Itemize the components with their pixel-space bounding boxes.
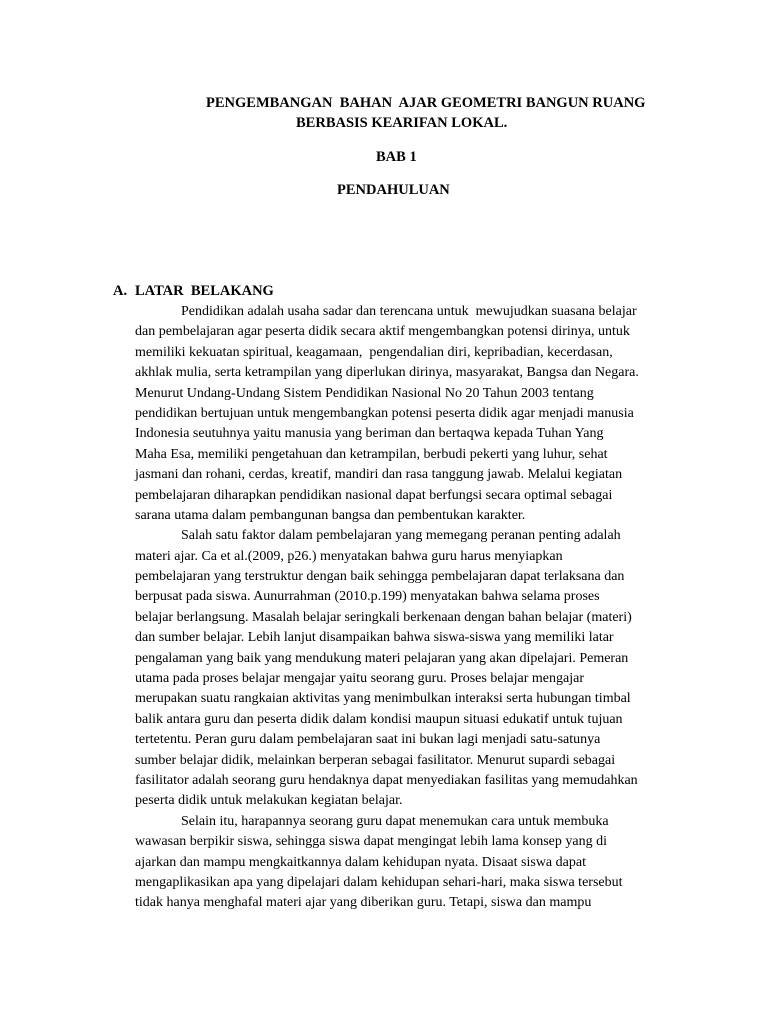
body-text-line: balik antara guru dan peserta didik dalam kondisi maupun situasi edukatif untuk tujuan — [135, 711, 623, 727]
body-text-line: ajarkan dan mampu mengkaitkannya dalam kehidupan nyata. Disaat siswa dapat — [135, 854, 586, 870]
body-text-line: memiliki kekuatan spiritual, keagamaan, pengendalian diri, kepribadian, kecerdasan, — [135, 344, 613, 360]
body-text-line: Pendidikan adalah usaha sadar dan terencana untuk mewujudkan suasana belajar — [181, 304, 637, 319]
section-title: LATAR BELAKANG — [135, 283, 274, 299]
chapter-title: PENDAHULUAN — [337, 182, 450, 198]
body-text-line: utama pada proses belajar mengajar yaitu seorang guru. Proses belajar mengajar — [135, 671, 584, 687]
chapter-number: BAB 1 — [376, 149, 417, 165]
body-text-line: pembelajaran yang terstruktur dengan baik sehingga pembelajaran dapat terlaksana dan — [135, 569, 625, 585]
document-title-line-1: PENGEMBANGAN BAHAN AJAR GEOMETRI BANGUN RUANG — [206, 95, 646, 111]
body-text-line: berpusat pada siswa. Aunurrahman (2010.p.199) menyatakan bahwa selama proses — [135, 589, 600, 605]
body-text-line: sumber belajar didik, melainkan berperan sebagai fasilitator. Menurut supardi sebagai — [135, 752, 616, 768]
body-text-line: belajar berlangsung. Masalah belajar seringkali berkenaan dengan bahan belajar (materi) — [135, 609, 632, 625]
body-text-line: jasmani dan rohani, cerdas, kreatif, mandiri dan rasa tanggung jawab. Melalui kegiatan — [135, 467, 623, 483]
body-text-line: sarana utama dalam pembangunan bangsa dan pembentukan karakter. — [135, 507, 526, 523]
body-text-line: dan pembelajaran agar peserta didik secara aktif mengembangkan potensi dirinya, untuk — [135, 324, 630, 340]
body-text-line: dan sumber belajar. Lebih lanjut disampaikan bahwa siswa-siswa yang memiliki latar — [135, 630, 614, 646]
document-title-line-2: BERBASIS KEARIFAN LOKAL. — [296, 115, 508, 131]
body-text-line: Indonesia seutuhnya yaitu manusia yang beriman dan bertaqwa kepada Tuhan Yang — [135, 426, 604, 442]
body-text-line: merupakan suatu rangkaian aktivitas yang menimbulkan interaksi serta hubungan timbal — [135, 691, 631, 707]
body-text-line: akhlak mulia, serta ketrampilan yang diperlukan dirinya, masyarakat, Bangsa dan Negara. — [135, 365, 639, 381]
body-text-line: fasilitator adalah seorang guru hendaknya dapat menyediakan fasilitas yang memudahkan — [135, 772, 638, 788]
body-text-line: pembelajaran diharapkan pendidikan nasional dapat berfungsi secara optimal sebagai — [135, 487, 613, 503]
body-text-line: tidak hanya menghafal materi ajar yang diberikan guru. Tetapi, siswa dan mampu — [135, 895, 592, 911]
body-text-line: pendidikan bertujuan untuk mengembangkan potensi peserta didik agar menjadi manusia — [135, 405, 634, 421]
body-paragraphs — [135, 302, 695, 914]
body-text-line: wawasan berpikir siswa, sehingga siswa dapat mengingat lebih lama konsep yang di — [135, 834, 607, 850]
body-text-line: Maha Esa, memiliki pengetahuan dan ketrampilan, berbudi pekerti yang luhur, sehat — [135, 446, 608, 462]
body-text-line: mengaplikasikan apa yang dipelajari dalam kehidupan sehari-hari, maka siswa tersebut — [135, 874, 623, 890]
body-text-line: pengalaman yang baik yang mendukung materi pelajaran yang akan dipelajari. Pemeran — [135, 650, 629, 666]
body-text-line: Selain itu, harapannya seorang guru dapat menemukan cara untuk membuka — [181, 813, 609, 829]
body-text-line: Salah satu faktor dalam pembelajaran yang memegang peranan penting adalah — [181, 528, 621, 544]
body-text-line: peserta didik untuk melakukan kegiatan belajar. — [135, 793, 403, 809]
section-letter: A. — [113, 283, 128, 299]
body-text-line: tertetentu. Peran guru dalam pembelajaran saat ini bukan lagi menjadi satu-satunya — [135, 732, 601, 748]
body-text-line: Menurut Undang-Undang Sistem Pendidikan Nasional No 20 Tahun 2003 tentang — [135, 385, 594, 401]
section-heading — [113, 281, 274, 301]
body-text-line: materi ajar. Ca et al.(2009, p26.) menyatakan bahwa guru harus menyiapkan — [135, 548, 563, 564]
